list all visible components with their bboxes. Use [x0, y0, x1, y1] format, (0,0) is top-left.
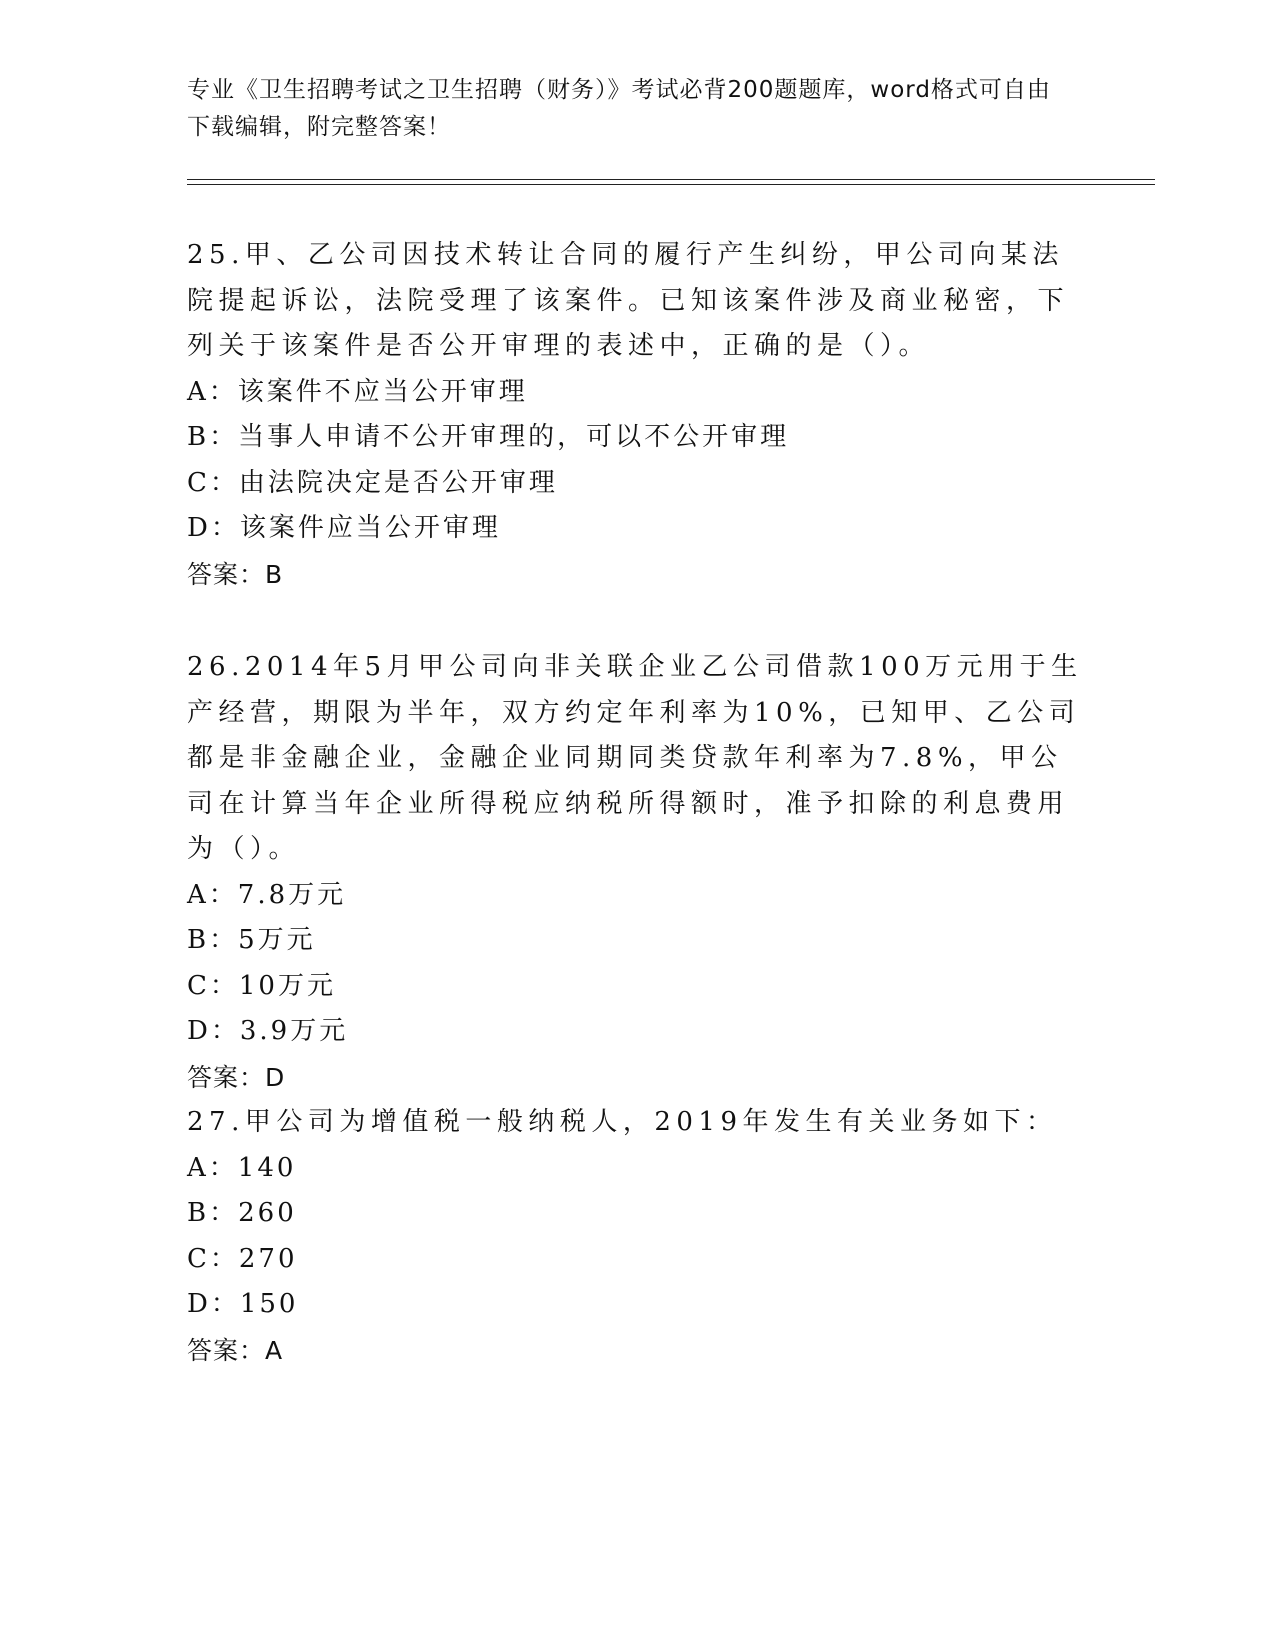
question-26	[187, 645, 1087, 1100]
document-header: 专业《卫生招聘考试之卫生招聘（财务）》考试必背200题题库，word格式可自由下载编辑，附完整答案！	[187, 77, 1051, 140]
option-c: C：270	[187, 1243, 298, 1274]
option-b: B：260	[187, 1198, 297, 1228]
option-a: A：该案件不应当公开审理	[187, 376, 528, 407]
answer: 答案：B	[187, 559, 284, 589]
header-divider-bottom	[187, 184, 1155, 185]
question-stem: 25.甲、乙公司因技术转让合同的履行产生纠纷，甲公司向某法院提起诉讼，法院受理了该案件。已知该案件涉及商业秘密，下列关于该案件是否公开审理的表述中，正确的是（）。	[187, 240, 1070, 361]
option-d: D：3.9万元	[187, 1016, 349, 1046]
option-a: A：140	[187, 1152, 297, 1183]
answer: 答案：D	[187, 1062, 286, 1092]
header-divider-top	[187, 179, 1155, 180]
question-stem: 27.甲公司为增值税一般纳税人，2019年发生有关业务如下：	[187, 1107, 1058, 1137]
question-25	[187, 233, 1087, 597]
option-d: D：150	[187, 1289, 299, 1319]
option-d: D：该案件应当公开审理	[187, 513, 501, 543]
question-27	[187, 1100, 1087, 1373]
option-c: C：由法院决定是否公开审理	[187, 467, 558, 498]
option-b: B：5万元	[187, 925, 316, 955]
question-stem: 26.2014年5月甲公司向非关联企业乙公司借款100万元用于生产经营，期限为半年，双方约定年利率为10%，已知甲、乙公司都是非金融企业，金融企业同期同类贷款年利率为7.8%，甲公司在计算当年企业所得税应纳税所得额时，准予扣除的利息费用为（）。	[187, 652, 1083, 864]
option-a: A：7.8万元	[187, 879, 347, 910]
option-c: C：10万元	[187, 970, 336, 1001]
option-b: B：当事人申请不公开审理的，可以不公开审理	[187, 422, 790, 452]
answer: 答案：A	[187, 1335, 284, 1365]
